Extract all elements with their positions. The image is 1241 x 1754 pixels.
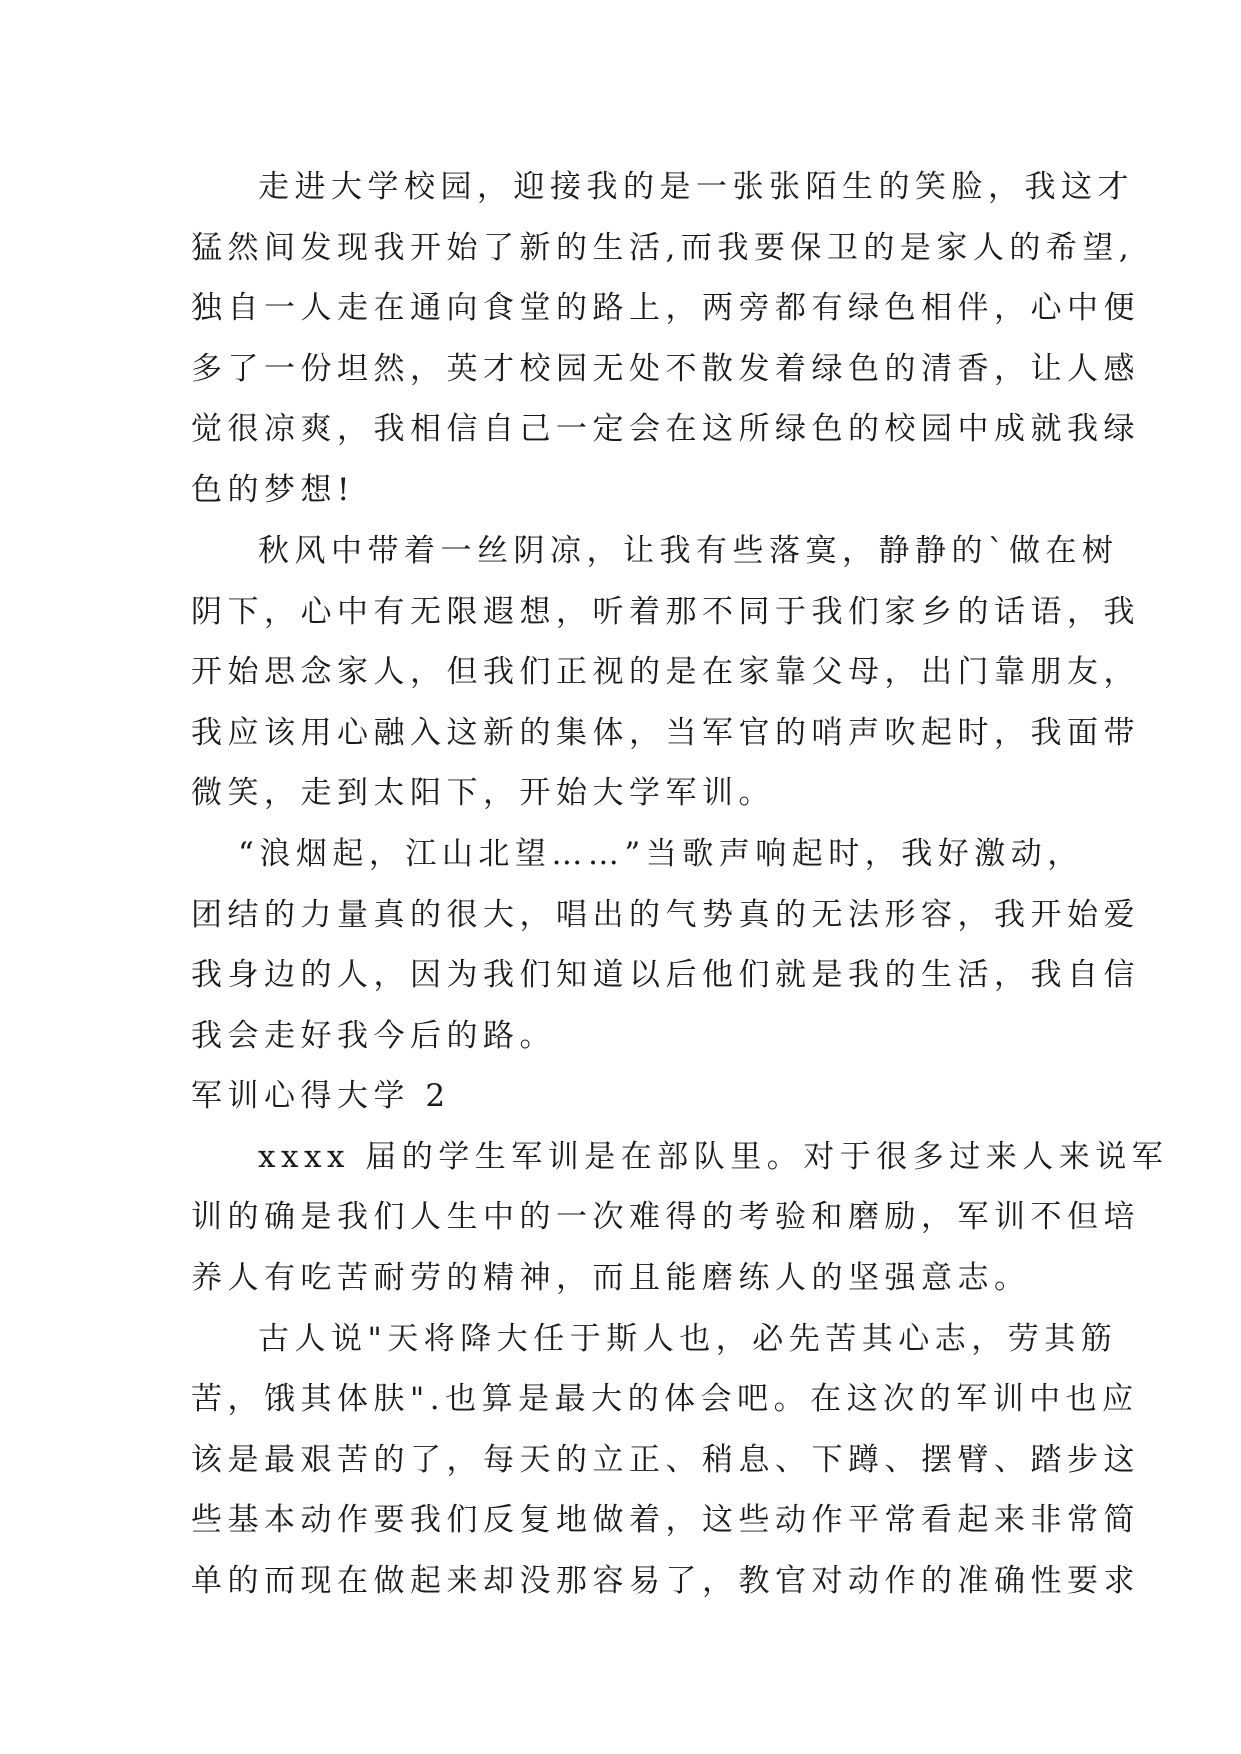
- paragraph-1-line-2: 猛然间发现我开始了新的生活,而我要保卫的是家人的希望,: [191, 230, 1135, 266]
- paragraph-3-line-3: 我身边的人，因为我们知道以后他们就是我的生活，我自信: [191, 957, 1140, 993]
- paragraph-1-line-5: 觉很凉爽，我相信自己一定会在这所绿色的校园中成就我绿: [191, 411, 1140, 447]
- paragraph-2-line-2: 阴下，心中有无限遐想，听着那不同于我们家乡的话语，我: [191, 594, 1140, 630]
- paragraph-1-line-3: 独自一人走在通向食堂的路上，两旁都有绿色相伴，心中便: [191, 290, 1140, 326]
- paragraph-3-line-1: “浪烟起，江山北望……”当歌声响起时，我好激动，: [238, 836, 1084, 872]
- paragraph-2-line-4: 我应该用心融入这新的集体，当军官的哨声吹起时，我面带: [191, 715, 1140, 751]
- paragraph-3-line-2: 团结的力量真的很大，唱出的气势真的无法形容，我开始爱: [191, 897, 1140, 933]
- paragraph-4-line-2: 训的确是我们人生中的一次难得的考验和磨励，军训不但培: [191, 1199, 1140, 1235]
- paragraph-5-line-2: 苦，饿其体肤".也算是最大的体会吧。在这次的军训中也应: [191, 1381, 1139, 1417]
- section-heading: 军训心得大学 2: [191, 1078, 451, 1114]
- paragraph-1-line-6: 色的梦想!: [191, 472, 355, 508]
- paragraph-5-line-5: 单的而现在做起来却没那容易了，教官对动作的准确性要求: [191, 1563, 1140, 1599]
- paragraph-4-line-1: xxxx 届的学生军训是在部队里。对于很多过来人来说军: [258, 1139, 1169, 1175]
- paragraph-2-line-1: 秋风中带着一丝阴凉，让我有些落寞，静静的`做在树: [258, 533, 1119, 569]
- paragraph-1-line-1: 走进大学校园，迎接我的是一张张陌生的笑脸，我这才: [258, 169, 1134, 205]
- paragraph-5-line-1: 古人说"天将降大任于斯人也，必先苦其心志，劳其筋: [258, 1321, 1118, 1357]
- paragraph-2-line-3: 开始思念家人，但我们正视的是在家靠父母，出门靠朋友，: [191, 654, 1140, 690]
- paragraph-1-line-4: 多了一份坦然，英才校园无处不散发着绿色的清香，让人感: [191, 351, 1140, 387]
- paragraph-3-line-4: 我会走好我今后的路。: [191, 1018, 556, 1054]
- paragraph-5-line-4: 些基本动作要我们反复地做着，这些动作平常看起来非常简: [191, 1502, 1140, 1538]
- paragraph-4-line-3: 养人有吃苦耐劳的精神，而且能磨练人的坚强意志。: [191, 1260, 1031, 1296]
- paragraph-5-line-3: 该是最艰苦的了，每天的立正、稍息、下蹲、摆臂、踏步这: [191, 1442, 1140, 1478]
- paragraph-2-line-5: 微笑，走到太阳下，开始大学军训。: [191, 775, 775, 811]
